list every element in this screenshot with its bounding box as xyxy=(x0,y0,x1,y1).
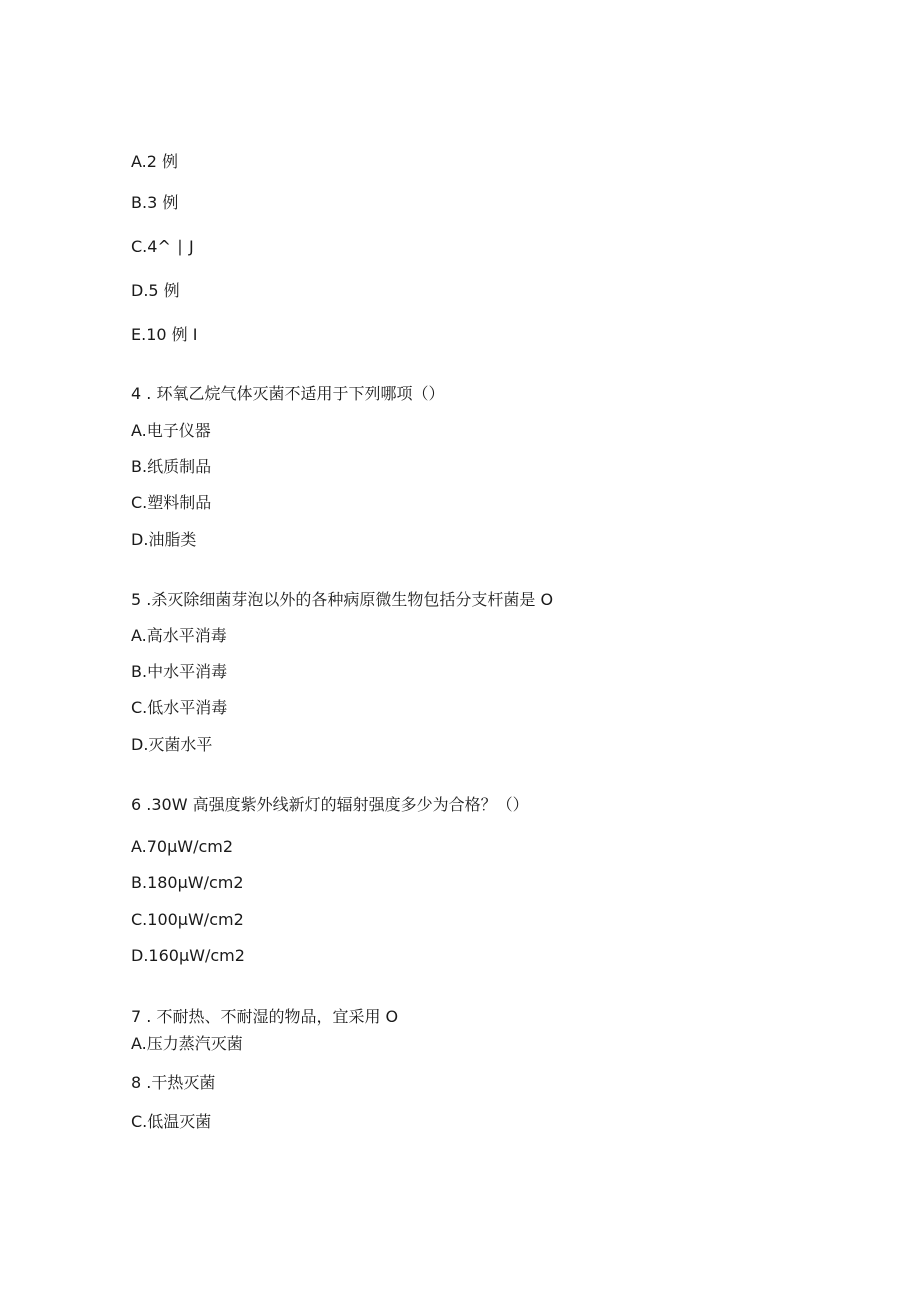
option-a: A.2 例 xyxy=(131,152,179,171)
option-b: B.3 例 xyxy=(131,193,179,212)
option-a: A.70μW∕cm2 xyxy=(131,837,234,856)
option-c: C.4^ ∣ J xyxy=(131,237,194,256)
option-b: B.中水平消毒 xyxy=(131,662,228,681)
option-d: D.油脂类 xyxy=(131,530,197,549)
question-5: 5 .杀灭除细菌芽泡以外的各种病原微生物包括分支杆菌是 O xyxy=(131,590,554,609)
option-a: A.电子仪器 xyxy=(131,421,211,440)
option-b: B.纸质制品 xyxy=(131,457,212,476)
option-d: D.160μW∕cm2 xyxy=(131,946,245,965)
option-a: A.压力蒸汽灭菌 xyxy=(131,1034,243,1053)
question-7: 7 . 不耐热、不耐湿的物品，宜采用 O xyxy=(131,1007,399,1026)
option-c: C.100μW∕cm2 xyxy=(131,910,244,929)
option-d: D.5 例 xyxy=(131,281,180,300)
question-8: 8 .干热灭菌 xyxy=(131,1073,216,1092)
option-c: C.低温灭菌 xyxy=(131,1112,212,1131)
option-c: C.塑料制品 xyxy=(131,493,212,512)
option-b: B.180μW∕cm2 xyxy=(131,873,244,892)
option-e: E.10 例 I xyxy=(131,325,198,344)
option-a: A.高水平消毒 xyxy=(131,626,227,645)
option-d: D.灭菌水平 xyxy=(131,735,213,754)
question-4: 4 . 环氧乙烷气体灭菌不适用于下列哪项（） xyxy=(131,384,445,403)
question-6: 6 .30W 高强度紫外线新灯的辐射强度多少为合格？（） xyxy=(131,795,529,814)
option-c: C.低水平消毒 xyxy=(131,698,228,717)
